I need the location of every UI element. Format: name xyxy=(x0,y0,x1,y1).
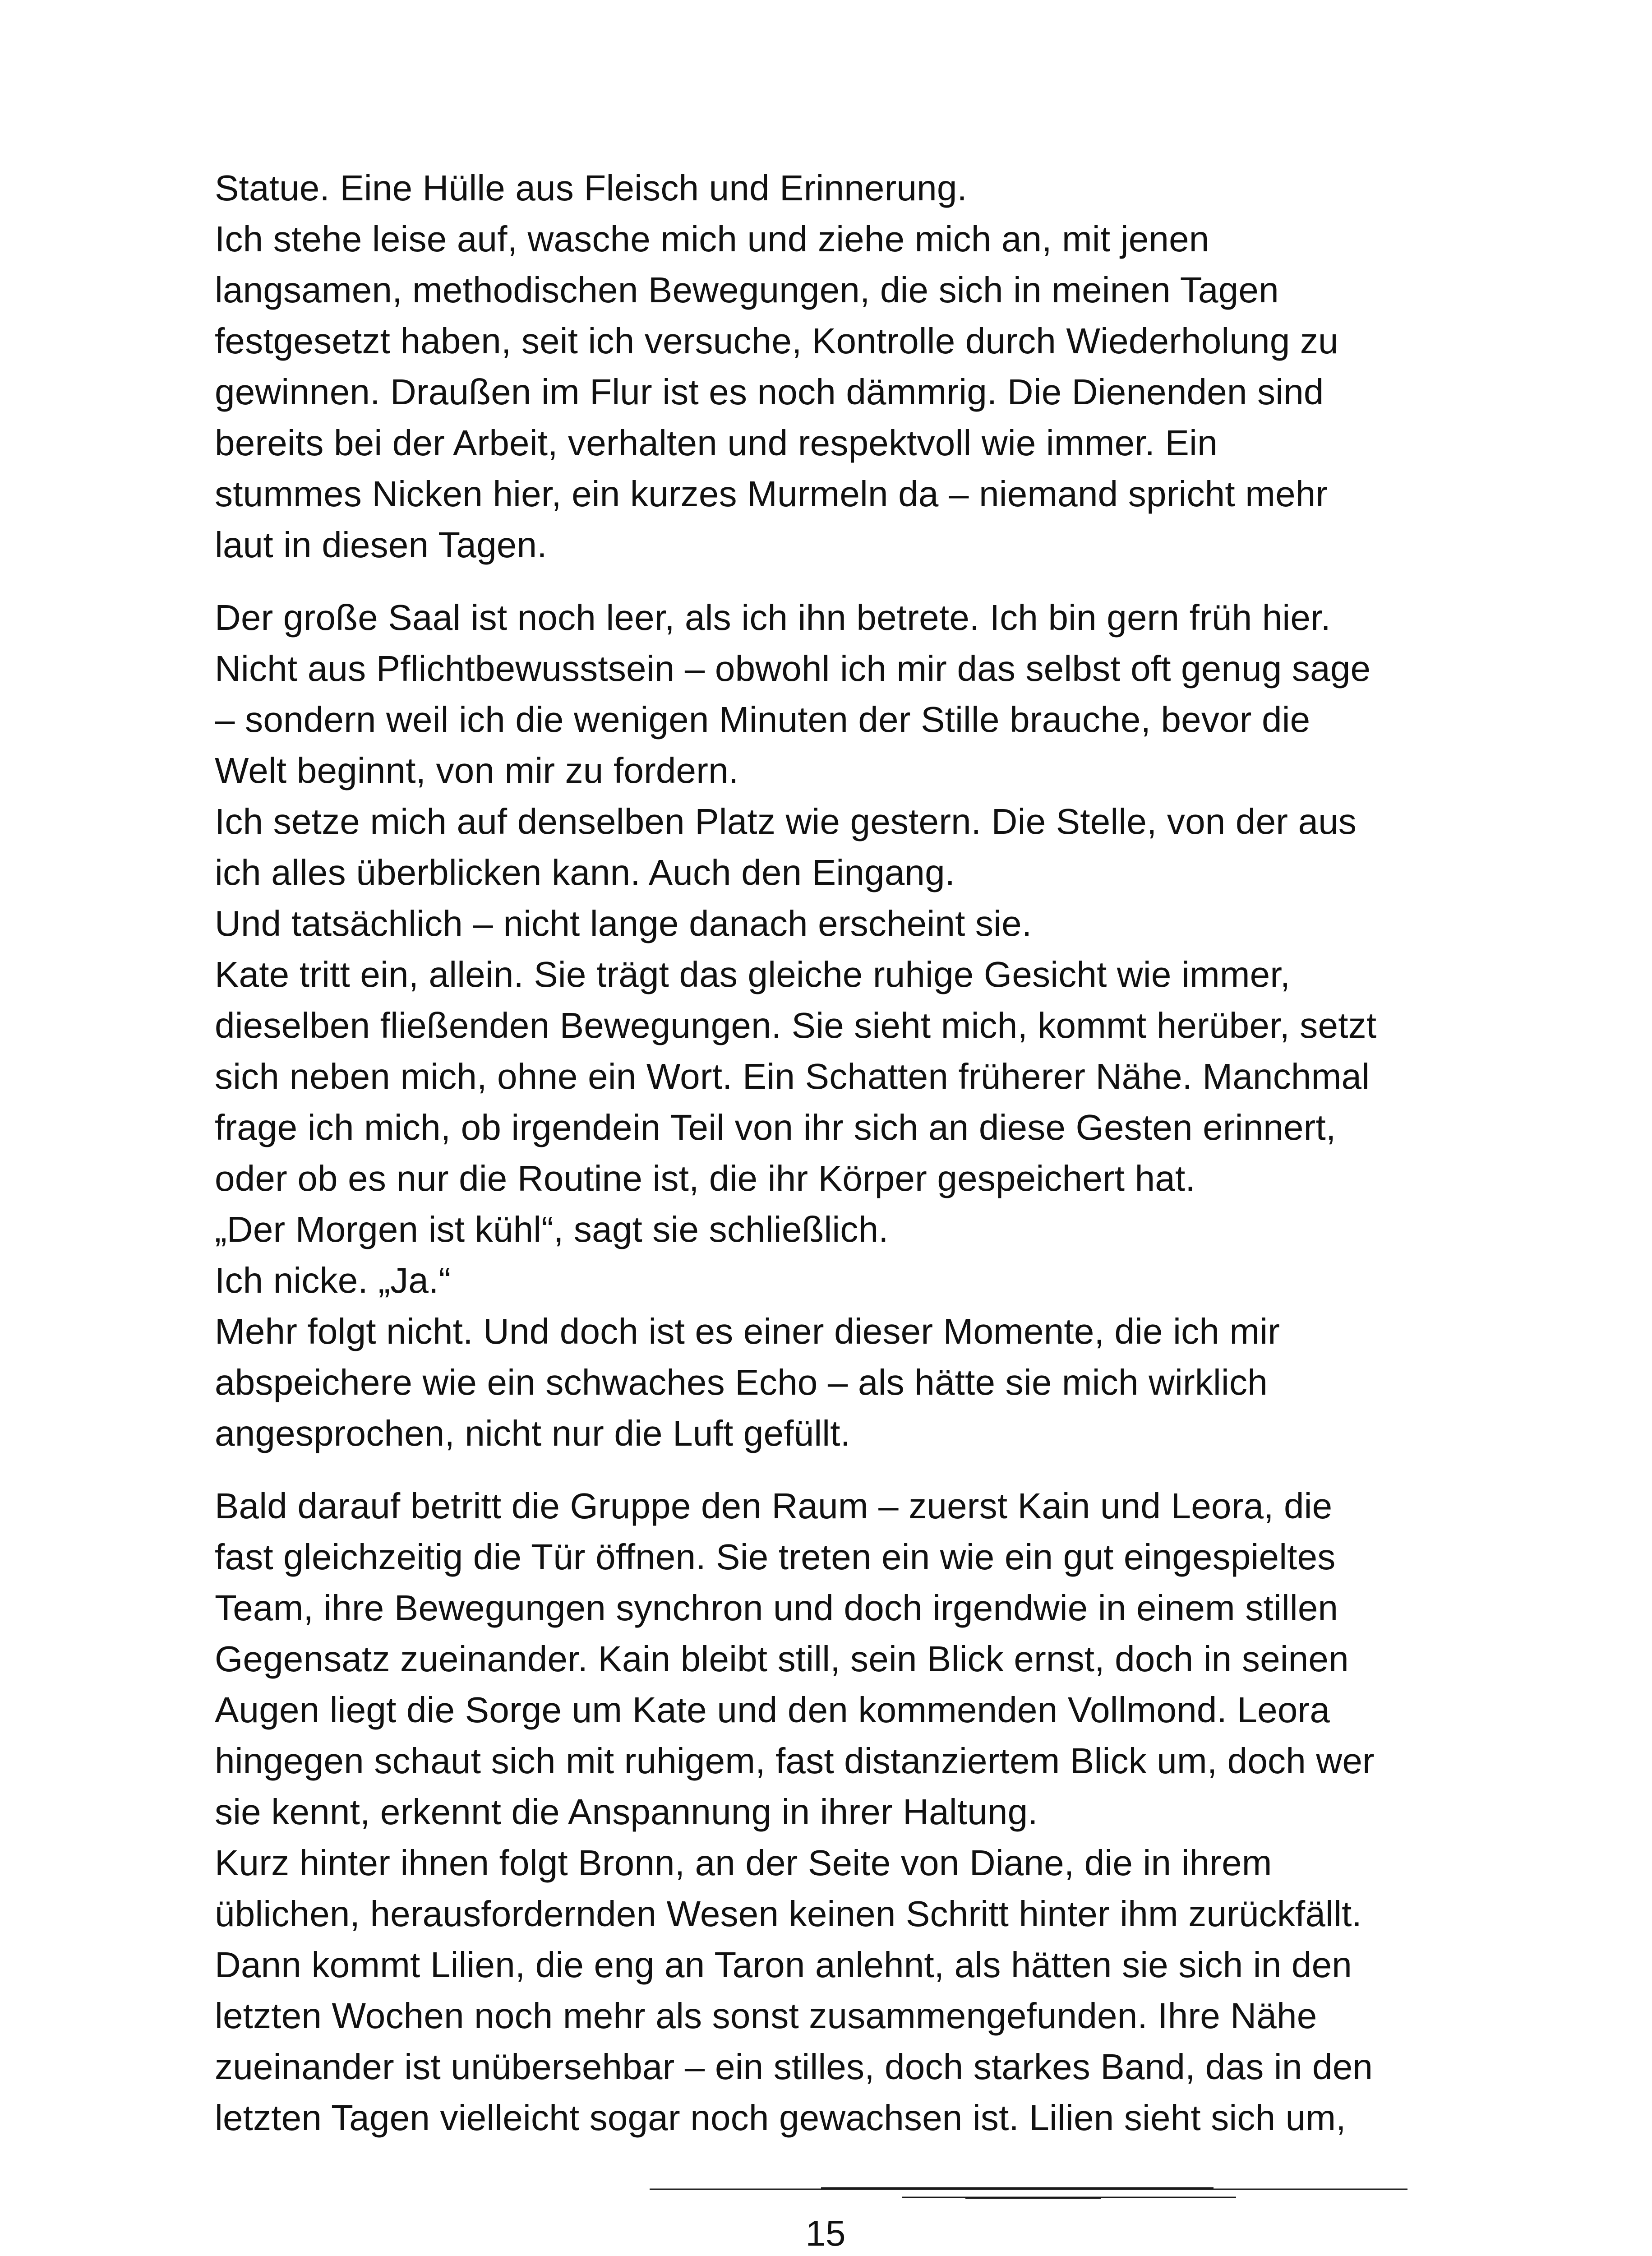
text-line: Dann kommt Lilien, die eng an Taron anlehnt, als hätten sie sich in den xyxy=(215,1945,1352,1985)
text-line: sie kennt, erkennt die Anspannung in ihrer Haltung. xyxy=(215,1792,1038,1832)
paragraph xyxy=(215,1480,1460,2143)
text-line: Statue. Eine Hülle aus Fleisch und Erinnerung. xyxy=(215,168,967,208)
paragraph-gap xyxy=(215,570,1460,592)
text-line: stummes Nicken hier, ein kurzes Murmeln da – niemand spricht mehr xyxy=(215,474,1328,514)
footer-rule xyxy=(650,2184,1407,2202)
page-number: 15 xyxy=(805,2213,846,2253)
text-line: letzten Wochen noch mehr als sonst zusammengefunden. Ihre Nähe xyxy=(215,1996,1317,2036)
text-line: Und tatsächlich – nicht lange danach erscheint sie. xyxy=(215,903,1032,943)
text-line: fast gleichzeitig die Tür öffnen. Sie treten ein wie ein gut eingespieltes xyxy=(215,1537,1336,1577)
text-line: Nicht aus Pflichtbewusstsein – obwohl ich mir das selbst oft genug sage xyxy=(215,648,1371,689)
text-line: abspeichere wie ein schwaches Echo – als hätte sie mich wirklich xyxy=(215,1362,1268,1402)
paragraph xyxy=(215,162,1460,570)
text-line: Mehr folgt nicht. Und doch ist es einer dieser Momente, die ich mir xyxy=(215,1311,1280,1351)
text-line: „Der Morgen ist kühl“, sagt sie schließlich. xyxy=(215,1209,889,1249)
paragraph xyxy=(215,592,1460,1459)
text-line: – sondern weil ich die wenigen Minuten der Stille brauche, bevor die xyxy=(215,699,1311,740)
text-line: sich neben mich, ohne ein Wort. Ein Schatten früherer Nähe. Manchmal xyxy=(215,1056,1370,1096)
text-line: Kate tritt ein, allein. Sie trägt das gleiche ruhige Gesicht wie immer, xyxy=(215,954,1291,994)
text-line: dieselben fließenden Bewegungen. Sie sieht mich, kommt herüber, setzt xyxy=(215,1005,1377,1045)
text-line: gewinnen. Draußen im Flur ist es noch dämmrig. Die Dienenden sind xyxy=(215,372,1324,412)
text-line: ich alles überblicken kann. Auch den Eingang. xyxy=(215,852,955,892)
text-line: frage ich mich, ob irgendein Teil von ihr sich an diese Gesten erinnert, xyxy=(215,1107,1336,1147)
text-line: Ich stehe leise auf, wasche mich und ziehe mich an, mit jenen xyxy=(215,219,1209,259)
text-line: langsamen, methodischen Bewegungen, die sich in meinen Tagen xyxy=(215,270,1279,310)
text-line: zueinander ist unübersehbar – ein stilles, doch starkes Band, das in den xyxy=(215,2047,1373,2087)
text-line: Ich nicke. „Ja.“ xyxy=(215,1260,451,1300)
text-line: hingegen schaut sich mit ruhigem, fast distanziertem Blick um, doch wer xyxy=(215,1741,1375,1781)
text-line: laut in diesen Tagen. xyxy=(215,525,547,565)
text-line: Welt beginnt, von mir zu fordern. xyxy=(215,750,739,791)
text-line: Ich setze mich auf denselben Platz wie gestern. Die Stelle, von der aus xyxy=(215,801,1357,841)
text-line: festgesetzt haben, seit ich versuche, Kontrolle durch Wiederholung zu xyxy=(215,321,1338,361)
text-line: angesprochen, nicht nur die Luft gefüllt. xyxy=(215,1413,851,1453)
text-line: Der große Saal ist noch leer, als ich ihn betrete. Ich bin gern früh hier. xyxy=(215,597,1331,638)
text-line: oder ob es nur die Routine ist, die ihr Körper gespeichert hat. xyxy=(215,1158,1195,1198)
text-line: Gegensatz zueinander. Kain bleibt still, sein Blick ernst, doch in seinen xyxy=(215,1639,1349,1679)
text-line: Kurz hinter ihnen folgt Bronn, an der Seite von Diane, die in ihrem xyxy=(215,1843,1272,1883)
text-line: Bald darauf betritt die Gruppe den Raum – zuerst Kain und Leora, die xyxy=(215,1486,1333,1526)
text-line: üblichen, herausfordernden Wesen keinen Schritt hinter ihm zurückfällt. xyxy=(215,1894,1362,1934)
text-line: bereits bei der Arbeit, verhalten und respektvoll wie immer. Ein xyxy=(215,423,1218,463)
paragraph-gap xyxy=(215,1459,1460,1480)
text-line: letzten Tagen vielleicht sogar noch gewachsen ist. Lilien sieht sich um, xyxy=(215,2098,1346,2138)
text-line: Augen liegt die Sorge um Kate und den kommenden Vollmond. Leora xyxy=(215,1690,1330,1730)
text-line: Team, ihre Bewegungen synchron und doch irgendwie in einem stillen xyxy=(215,1588,1338,1628)
body-text xyxy=(215,162,1460,2143)
